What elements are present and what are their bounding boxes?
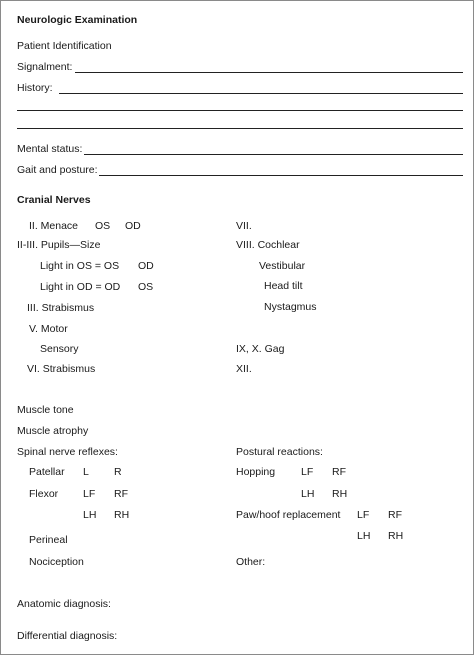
xii-label: XII. [236,363,252,375]
patellar-r-label: R [114,466,122,478]
hopping-lh-label: LH [301,488,315,500]
ii-iii-pupils-label: II-III. Pupils—Size [17,239,101,251]
hopping-label: Hopping [236,466,276,478]
viii-cochlear-label: VIII. Cochlear [236,239,300,251]
nociception-label: Nociception [29,556,84,568]
sensory-label: Sensory [40,343,79,355]
nystagmus-label: Nystagmus [264,301,317,313]
paw-hoof-label: Paw/hoof replacement [236,509,341,521]
anatomic-diagnosis-label: Anatomic diagnosis: [17,598,111,610]
light-os-od-label: OD [138,260,154,272]
perineal-label: Perineal [29,534,68,546]
ix-x-gag-label: IX, X. Gag [236,343,285,355]
patient-id-label: Patient Identification [17,40,112,52]
history-field-line-2[interactable] [17,110,463,111]
other-label: Other: [236,556,266,568]
history-field-line-1[interactable] [59,93,463,94]
hopping-lf-label: LF [301,466,314,478]
cranial-nerves-heading: Cranial Nerves [17,194,91,206]
signalment-field[interactable] [75,72,463,73]
paw-rf-label: RF [388,509,402,521]
vii-label: VII. [236,220,252,232]
light-os-label: Light in OS = OS [40,260,120,272]
menace-od-label: OD [125,220,141,232]
vi-strabismus-label: VI. Strabismus [27,363,96,375]
muscle-atrophy-label: Muscle atrophy [17,425,89,437]
patellar-l-label: L [83,466,89,478]
flexor-rf-label: RF [114,488,128,500]
iii-strabismus-label: III. Strabismus [27,302,95,314]
mental-status-label: Mental status: [17,143,83,155]
patellar-label: Patellar [29,466,65,478]
paw-lh-label: LH [357,530,371,542]
spinal-reflexes-label: Spinal nerve reflexes: [17,446,118,458]
flexor-lh-label: LH [83,509,97,521]
flexor-rh-label: RH [114,509,130,521]
paw-lf-label: LF [357,509,370,521]
mental-status-field[interactable] [84,154,463,155]
gait-posture-label: Gait and posture: [17,164,98,176]
gait-posture-field[interactable] [99,175,463,176]
paw-rh-label: RH [388,530,404,542]
muscle-tone-label: Muscle tone [17,404,74,416]
hopping-rh-label: RH [332,488,348,500]
hopping-rf-label: RF [332,466,346,478]
light-od-label: Light in OD = OD [40,281,121,293]
differential-diagnosis-label: Differential diagnosis: [17,630,118,642]
flexor-label: Flexor [29,488,59,500]
head-tilt-label: Head tilt [264,280,303,292]
form-title: Neurologic Examination [17,14,138,26]
history-label: History: [17,82,53,94]
v-motor-label: V. Motor [29,323,68,335]
postural-reactions-label: Postural reactions: [236,446,323,458]
history-field-line-3[interactable] [17,128,463,129]
signalment-label: Signalment: [17,61,73,73]
light-od-os-label: OS [138,281,154,293]
vestibular-label: Vestibular [259,260,306,272]
menace-os-label: OS [95,220,111,232]
ii-menace-label: II. Menace [29,220,79,232]
flexor-lf-label: LF [83,488,96,500]
